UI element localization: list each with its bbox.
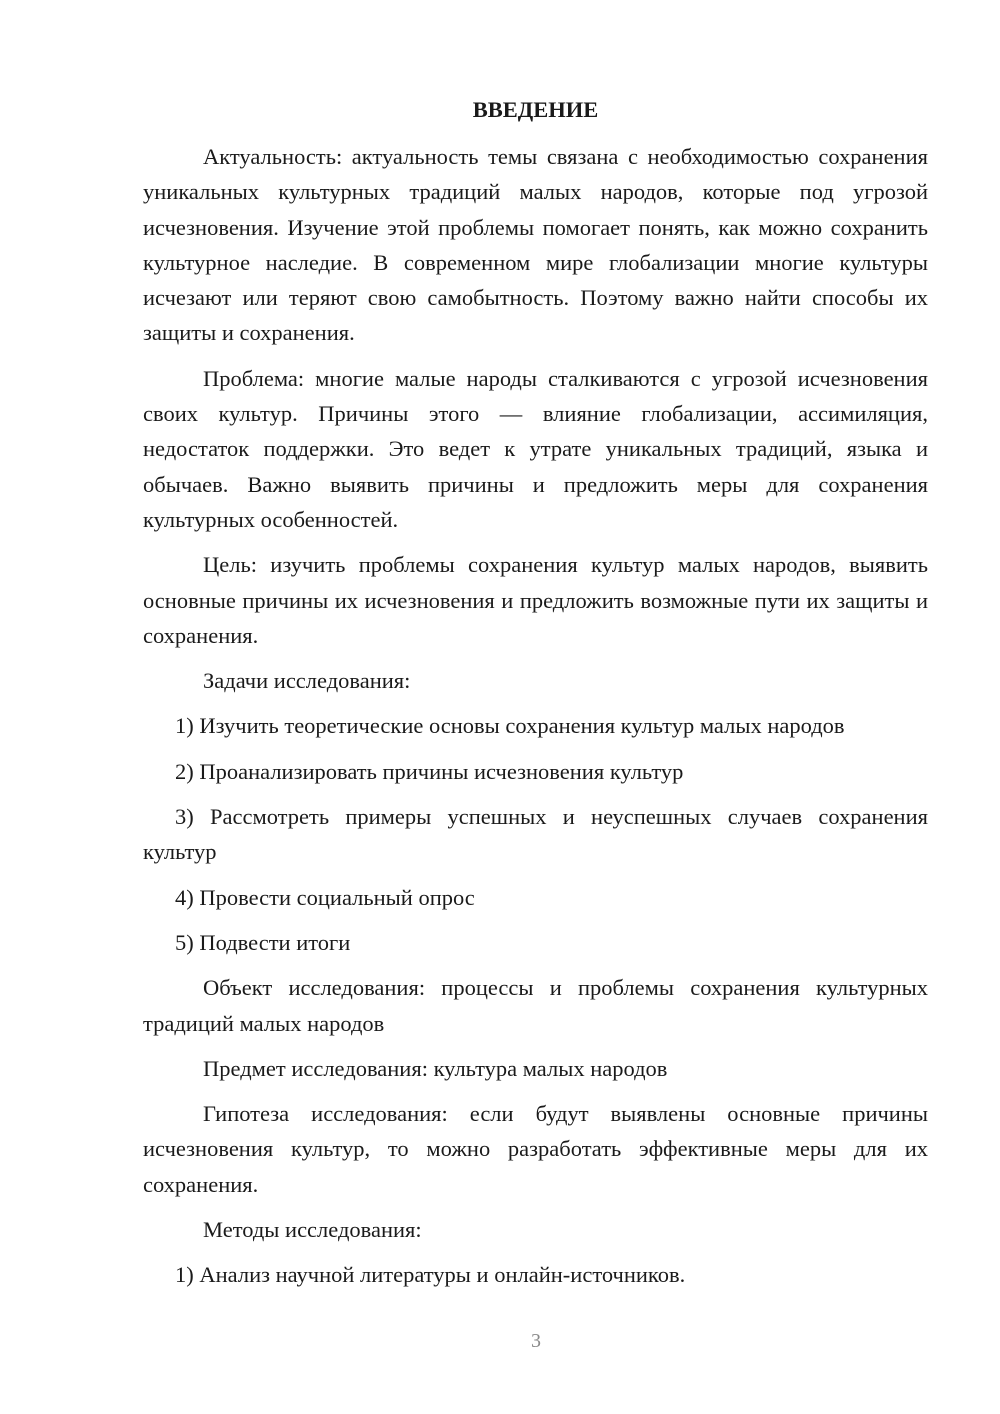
section-title: ВВЕДЕНИЕ: [472, 97, 599, 122]
tasks-heading: Задачи исследования:: [203, 668, 411, 694]
method-item-1: 1) Анализ научной литературы и онлайн-источников.: [175, 1262, 686, 1288]
task-item-5: 5) Подвести итоги: [175, 929, 351, 955]
methods-heading: Методы исследования:: [203, 1217, 422, 1243]
page-content: [143, 92, 928, 1293]
task-item-4: 4) Провести социальный опрос: [175, 884, 475, 910]
relevance-paragraph: Актуальность: актуальность темы связана с необходимостью сохранения уникальных культурных традиций малых народов, которые под угрозой исчезновения. Изучение этой проблемы помогает понять, как можно сохранить культурное наследие. В современном мире глобализации многие культуры исчезают или теряют свою самобытность. Поэтому важно найти способы их защиты и сохранения.: [143, 144, 928, 346]
task-item-3: 3) Рассмотреть примеры успешных и неуспешных случаев сохранения культур: [143, 804, 928, 865]
page-number: 3: [531, 1330, 541, 1352]
subject-paragraph: Предмет исследования: культура малых народов: [203, 1055, 668, 1081]
object-paragraph: Объект исследования: процессы и проблемы сохранения культурных традиций малых народов: [143, 975, 928, 1036]
task-item-1: 1) Изучить теоретические основы сохранения культур малых народов: [175, 713, 845, 739]
goal-paragraph: Цель: изучить проблемы сохранения культур малых народов, выявить основные причины их исчезновения и предложить возможные пути их защиты и сохранения.: [143, 552, 928, 648]
problem-paragraph: Проблема: многие малые народы сталкиваются с угрозой исчезновения своих культур. Причины этого — влияние глобализации, ассимиляция, недостаток поддержки. Это ведет к утрате уникальных традиций, языка и обычаев. Важно выявить причины и предложить меры для сохранения культурных особенностей.: [143, 365, 928, 532]
task-item-2: 2) Проанализировать причины исчезновения культур: [175, 758, 684, 784]
hypothesis-paragraph: Гипотеза исследования: если будут выявлены основные причины исчезновения культур, то можно разработать эффективные меры для их сохранения.: [143, 1101, 928, 1197]
